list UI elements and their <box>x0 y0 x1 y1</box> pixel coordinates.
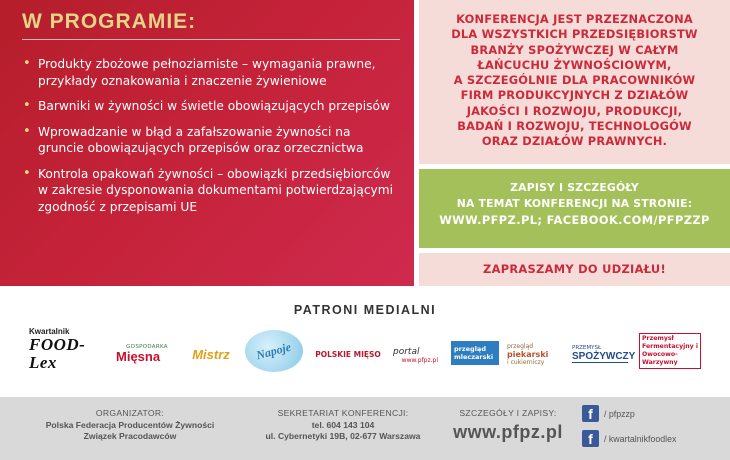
facebook-icon: f <box>582 405 599 422</box>
signup-box <box>419 169 730 248</box>
portal-logo[interactable] <box>393 340 438 370</box>
info-line: FIRM PRODUKCYJNYCH Z DZIAŁÓW <box>460 88 689 103</box>
details-block <box>452 408 564 442</box>
spozywczy-logo-kicker: PRZEMYSŁ <box>572 345 602 351</box>
secretariat-heading: SEKRETARIAT KONFERENCJI: <box>277 408 409 418</box>
organizer-name: Polska Federacja Producentów Żywności <box>45 419 215 430</box>
invite-box <box>419 253 730 286</box>
spozywczy-logo-name: SPOŻYWCZY <box>572 351 636 362</box>
program-item-text: Wprowadzanie w błąd a zafałszowanie żywności na gruncie obowiązujących przepisów oraz orzecznictwa <box>38 124 364 155</box>
program-item <box>22 124 396 157</box>
program-item-text: Produkty zbożowe pełnoziarniste – wymagania prawne, przykłady oznakowania i znaczenie żywieniowe <box>38 57 376 88</box>
audience-info-box <box>419 0 730 164</box>
organizer-block <box>30 408 230 443</box>
program-list <box>22 56 396 215</box>
mistrz-logo-name: Mistrz <box>192 346 230 362</box>
mleczarski-logo-name: przegląd mleczarski <box>454 345 494 361</box>
mieso-logo-name: POLSKIE MIĘSO <box>315 349 381 359</box>
bullet-icon: • <box>23 56 31 71</box>
napoje-logo-name: Napoje <box>254 339 293 362</box>
facebook-link-pfpzzp[interactable] <box>582 405 730 422</box>
program-title: W PROGRAMIE: <box>22 10 197 33</box>
invite-text: ZAPRASZAMY DO UDZIAŁU! <box>483 262 666 276</box>
facebook-icon: f <box>582 430 599 447</box>
signup-urls-link[interactable]: WWW.PFPZ.PL; FACEBOOK.COM/PFPZZP <box>439 213 710 227</box>
piekarski-logo-sub: i cukierniczy <box>507 358 545 366</box>
piekarski-logo-kicker: przegląd <box>507 342 534 350</box>
info-line: BADAŃ I ROZWOJU, TECHNOLOGÓW <box>457 119 692 134</box>
media-patron-logos <box>0 326 730 380</box>
website-link[interactable]: www.pfpz.pl <box>453 421 563 442</box>
facebook-handle: / pfpzzp <box>604 408 635 419</box>
portal-logo-url: www.pfpz.pl <box>401 356 438 364</box>
mistrz-logo[interactable] <box>186 342 236 366</box>
przemysl-fermentacyjny-logo[interactable] <box>639 333 701 369</box>
organizer-subname: Związek Pracodawców <box>83 431 177 441</box>
program-item-text: Kontrola opakowań żywności – obowiązki przedsiębiorców w zakresie dysponowania dokumentami potwierdzającymi zgodność z przepisami UE <box>38 166 393 214</box>
gospodarka-miesna-logo[interactable] <box>116 342 178 366</box>
bullet-icon: • <box>23 123 31 139</box>
title-divider <box>22 39 400 40</box>
program-panel <box>0 0 414 286</box>
facebook-handle: / kwartalnikfoodlex <box>604 433 677 444</box>
details-heading: SZCZEGÓŁY I ZAPISY: <box>459 408 557 418</box>
info-line: ŁAŃCUCHU ŻYWNOŚCIOWYM, <box>477 57 672 72</box>
napoje-logo[interactable] <box>245 330 303 372</box>
program-item <box>22 56 396 89</box>
info-line: KONFERENCJA JEST PRZEZNACZONA <box>456 12 693 26</box>
secretariat-block <box>248 408 438 443</box>
facebook-link-kwartalnikfoodlex[interactable] <box>582 430 730 447</box>
info-line: ORAZ DZIAŁÓW PRAWNYCH. <box>481 134 668 149</box>
miesna-logo-kicker: GOSPODARKA <box>126 344 168 350</box>
miesna-logo-name: Mięsna <box>116 349 161 364</box>
info-line: A SZCZEGÓLNIE DLA PRACOWNIKÓW <box>453 73 696 88</box>
media-patrons-title: PATRONI MEDIALNI <box>293 303 437 317</box>
program-item <box>22 98 396 115</box>
info-line: DLA WSZYSTKICH PRZEDSIĘBIORSTW <box>451 27 698 42</box>
signup-heading: ZAPISY I SZCZEGÓŁY <box>510 181 639 194</box>
przemysl-spozywczy-logo[interactable] <box>572 341 636 367</box>
secretariat-address: ul. Cybernetyki 19B, 02-677 Warszawa <box>265 431 421 441</box>
bullet-icon: • <box>23 165 31 181</box>
program-item-text: Barwniki w żywności w świetle obowiązujących przepisów <box>38 99 390 113</box>
foodlex-logo-kicker: Kwartalnik <box>29 326 70 336</box>
foodlex-logo[interactable] <box>29 326 109 372</box>
bullet-icon: • <box>23 98 31 113</box>
secretariat-phone[interactable]: tel. 604 143 104 <box>311 419 375 430</box>
polskie-mieso-logo[interactable] <box>317 345 379 363</box>
fermentacyjny-logo-name: Przemysł Fermentacyjny i Owocowo-Warzywny <box>642 335 698 366</box>
program-item <box>22 166 396 216</box>
przeglad-piekarski-logo[interactable] <box>507 340 559 368</box>
przeglad-mleczarski-logo[interactable] <box>451 341 499 365</box>
foodlex-logo-name: FOOD-Lex <box>29 334 86 372</box>
portal-logo-name: portal <box>393 346 420 357</box>
info-line: JAKOŚCI I ROZWOJU, PRODUKCJI, <box>466 103 683 118</box>
organizer-heading: ORGANIZATOR: <box>95 408 165 418</box>
footer <box>0 397 730 460</box>
info-line: BRANŻY SPOŻYWCZEJ W CAŁYM <box>470 42 679 57</box>
signup-subheading: NA TEMAT KONFERENCJI NA STRONIE: <box>456 197 693 210</box>
piekarski-logo-name: piekarski <box>507 349 549 359</box>
